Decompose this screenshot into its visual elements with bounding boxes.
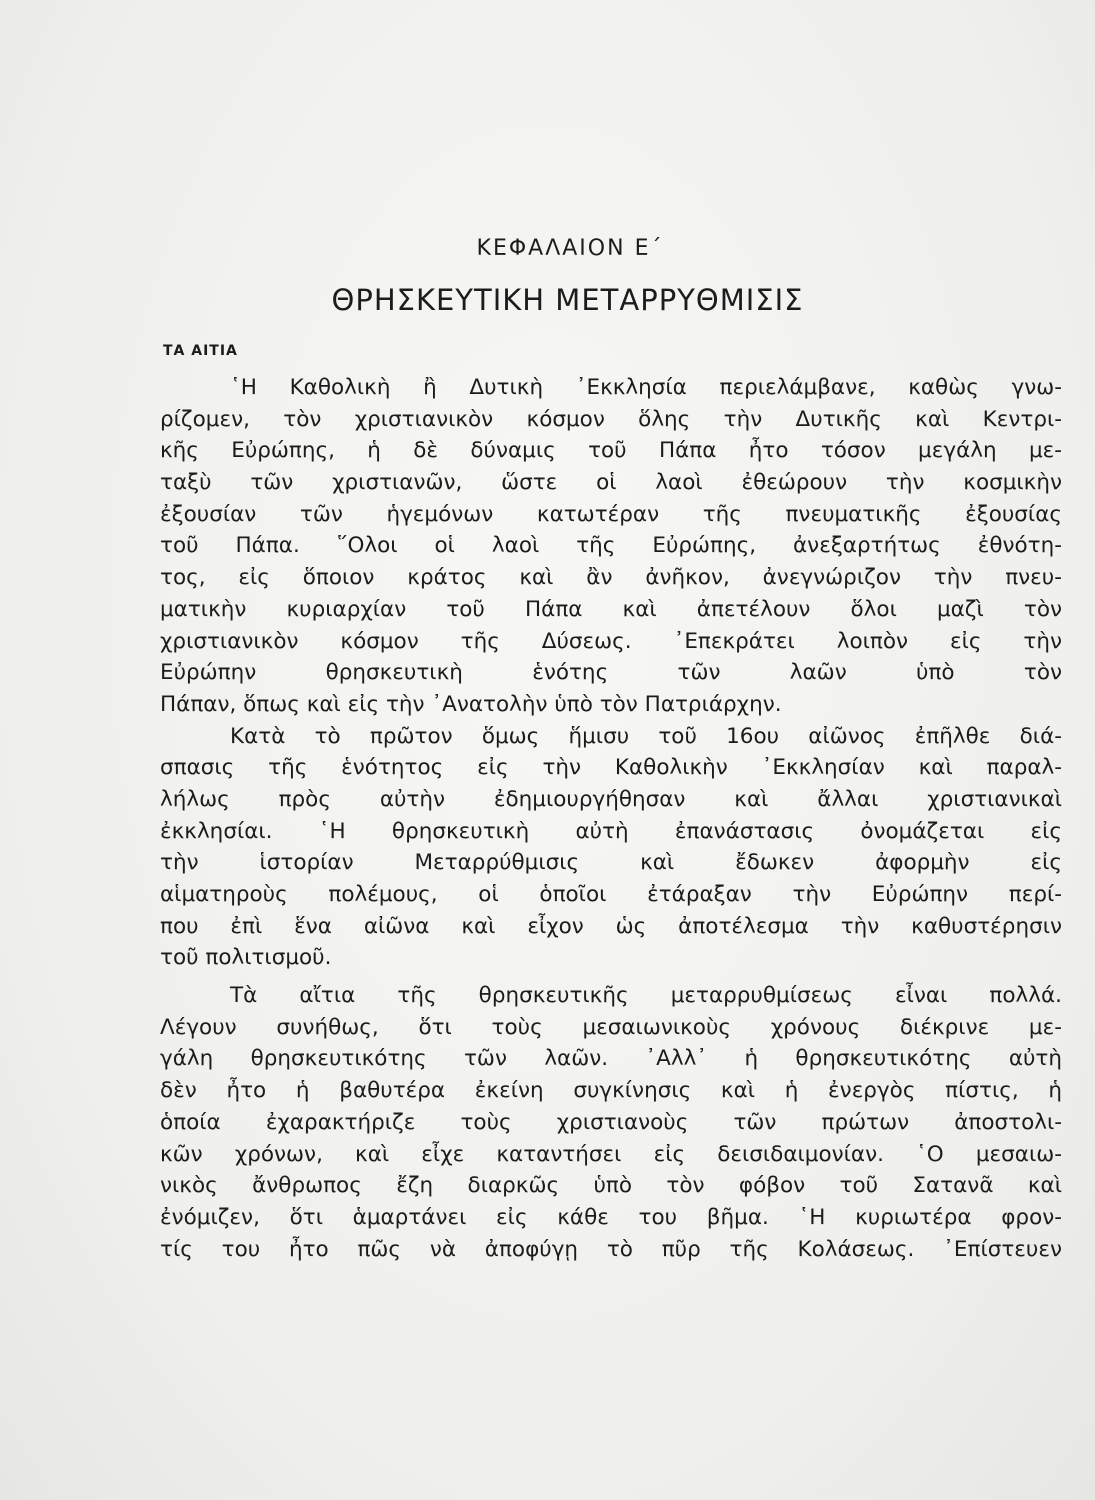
text-line: ῾Η Καθολικὴ ἢ Δυτικὴ ᾿Εκκλησία περιελάμβανε, καθὼς γνω-: [230, 375, 1062, 400]
text-line: τίς του ἦτο πῶς νὰ ἀποφύγῃ τὸ πῦρ τῆς Κολάσεως. ᾿Επίστευεν: [160, 1236, 1062, 1262]
chapter-title: ΘΡΗΣΚΕΥΤΙΚΗ ΜΕΤΑΡΡΥΘΜΙΣΙΣ: [331, 283, 804, 317]
section-heading: ΤΑ ΑΙΤΙΑ: [163, 343, 238, 359]
text-line: κῶν χρόνων, καὶ εἶχε καταντήσει εἰς δεισιδαιμονίαν. ῾Ο μεσαιω-: [160, 1141, 1062, 1167]
text-line: σπασις τῆς ἑνότητος εἰς τὴν Καθολικὴν ᾿Εκκλησίαν καὶ παραλ-: [160, 755, 1062, 781]
text-line: τοῦ Πάπα. ῞Ολοι οἱ λαοὶ τῆς Εὐρώπης, ἀνεξαρτήτως ἐθνότη-: [160, 533, 1062, 559]
text-line: που ἐπὶ ἕνα αἰῶνα καὶ εἶχον ὡς ἀποτέλεσμα τὴν καθυστέρησιν: [160, 913, 1062, 939]
text-line: λήλως πρὸς αὐτὴν ἐδημιουργήθησαν καὶ ἄλλαι χριστιανικαὶ: [160, 786, 1062, 812]
text-line: αἱματηροὺς πολέμους, οἱ ὁποῖοι ἐτάραξαν τὴν Εὐρώπην περί-: [160, 882, 1062, 907]
text-line: νικὸς ἄνθρωπος ἔζη διαρκῶς ὑπὸ τὸν φόβον τοῦ Σατανᾶ καὶ: [160, 1173, 1062, 1199]
text-line: ἐκκλησίαι. ῾Η θρησκευτικὴ αὐτὴ ἐπανάστασις ὀνομάζεται εἰς: [160, 818, 1062, 844]
text-line: ρίζομεν, τὸν χριστιανικὸν κόσμον ὅλης τὴν Δυτικῆς καὶ Κεντρι-: [160, 406, 1062, 432]
text-line: δὲν ἦτο ἡ βαθυτέρα ἐκείνη συγκίνησις καὶ ἡ ἐνεργὸς πίστις, ἡ: [160, 1078, 1062, 1104]
text-line: τος, εἰς ὅποιον κράτος καὶ ἂν ἀνῆκον, ἀνεγνώριζον τὴν πνευ-: [160, 565, 1062, 591]
text-line: τὴν ἱστορίαν Μεταρρύθμισις καὶ ἔδωκεν ἀφορμὴν εἰς: [160, 850, 1062, 876]
text-line: ταξὺ τῶν χριστιανῶν, ὥστε οἱ λαοὶ ἐθεώρουν τὴν κοσμικὴν: [160, 470, 1062, 496]
text-line: ματικὴν κυριαρχίαν τοῦ Πάπα καὶ ἀπετέλουν ὅλοι μαζὶ τὸν: [160, 596, 1062, 622]
body-text: [160, 372, 1062, 1265]
text-line: Κατὰ τὸ πρῶτον ὅμως ἥμισυ τοῦ 16ου αἰῶνος ἐπῆλθε διά-: [230, 723, 1062, 749]
chapter-label: ΚΕΦΑΛΑΙΟΝ Ε΄: [476, 236, 664, 261]
text-line: Λέγουν συνήθως, ὅτι τοὺς μεσαιωνικοὺς χρόνους διέκρινε με-: [160, 1014, 1062, 1040]
text-line: ἐξουσίαν τῶν ἡγεμόνων κατωτέραν τῆς πνευματικῆς ἐξουσίας: [160, 501, 1062, 527]
text-line: Τὰ αἴτια τῆς θρησκευτικῆς μεταρρυθμίσεως εἶναι πολλά.: [230, 983, 1062, 1009]
text-line: ἐνόμιζεν, ὅτι ἁμαρτάνει εἰς κάθε του βῆμα. ῾Η κυριωτέρα φρον-: [160, 1204, 1062, 1230]
text-line: γάλη θρησκευτικότης τῶν λαῶν. ᾿Αλλ᾿ ἡ θρησκευτικότης αὐτὴ: [160, 1046, 1062, 1072]
text-line: χριστιανικὸν κόσμον τῆς Δύσεως. ᾿Επεκράτει λοιπὸν εἰς τὴν: [160, 628, 1062, 654]
text-line: Εὐρώπην θρησκευτικὴ ἑνότης τῶν λαῶν ὑπὸ τὸν: [160, 660, 1062, 686]
text-line: ὁποία ἐχαρακτήριζε τοὺς χριστιανοὺς τῶν πρώτων ἀποστολι-: [160, 1109, 1062, 1135]
text-line: τοῦ πολιτισμοῦ.: [160, 945, 332, 971]
text-line: Πάπαν, ὅπως καὶ εἰς τὴν ᾿Ανατολὴν ὑπὸ τὸν Πατριάρχην.: [160, 691, 782, 717]
text-line: κῆς Εὐρώπης, ἡ δὲ δύναμις τοῦ Πάπα ἦτο τόσον μεγάλη με-: [160, 438, 1062, 464]
